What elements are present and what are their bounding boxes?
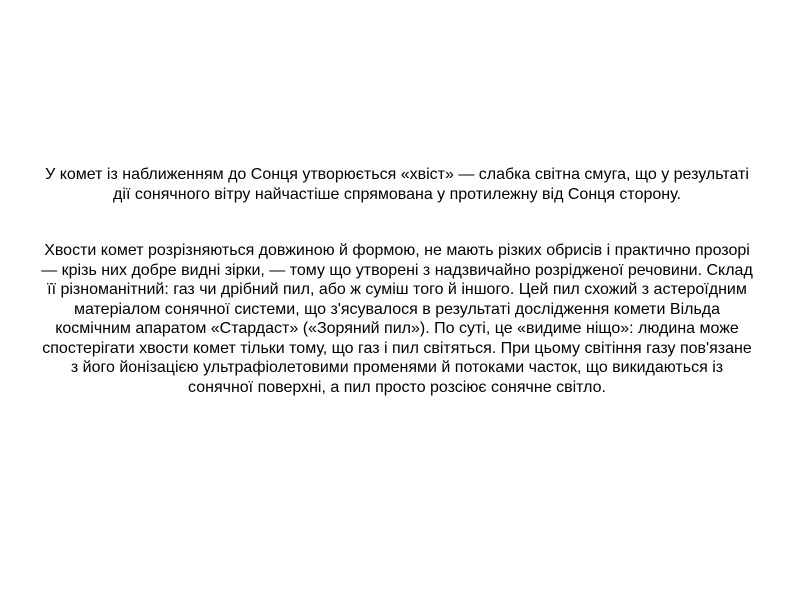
paragraph-comet-tail-intro: У комет із наближенням до Сонця утворюється «хвіст» — слабка світна смуга, що у результаті дії сонячного вітру найчастіше спрямована у протилежну від Сонця сторону. [45, 166, 749, 203]
paragraph-comet-tail-composition: Хвости комет розрізняються довжиною й формою, не мають різких обрисів і практично прозорі — крізь них добре видні зірки, — тому що утворені з надзвичайно розрідженої речовини. Склад її різноманітний: газ чи дрібний пил, або ж суміш того й іншого. Цей пил схожий з астероїдним матеріалом сонячної системи, що з'ясувалося в результаті дослідження комети Вільда космічним апаратом «Стардаст» («Зоряний пил»). По суті, це «видиме ніщо»: людина може спостерігати хвости комет тільки тому, що газ і пил світяться. При цьому світіння газу пов'язане з його йонізацією ультрафіолетовими променями й потоками часток, що викидаються із сонячної поверхні, а пил просто розсіює сонячне світло. [41, 242, 753, 396]
